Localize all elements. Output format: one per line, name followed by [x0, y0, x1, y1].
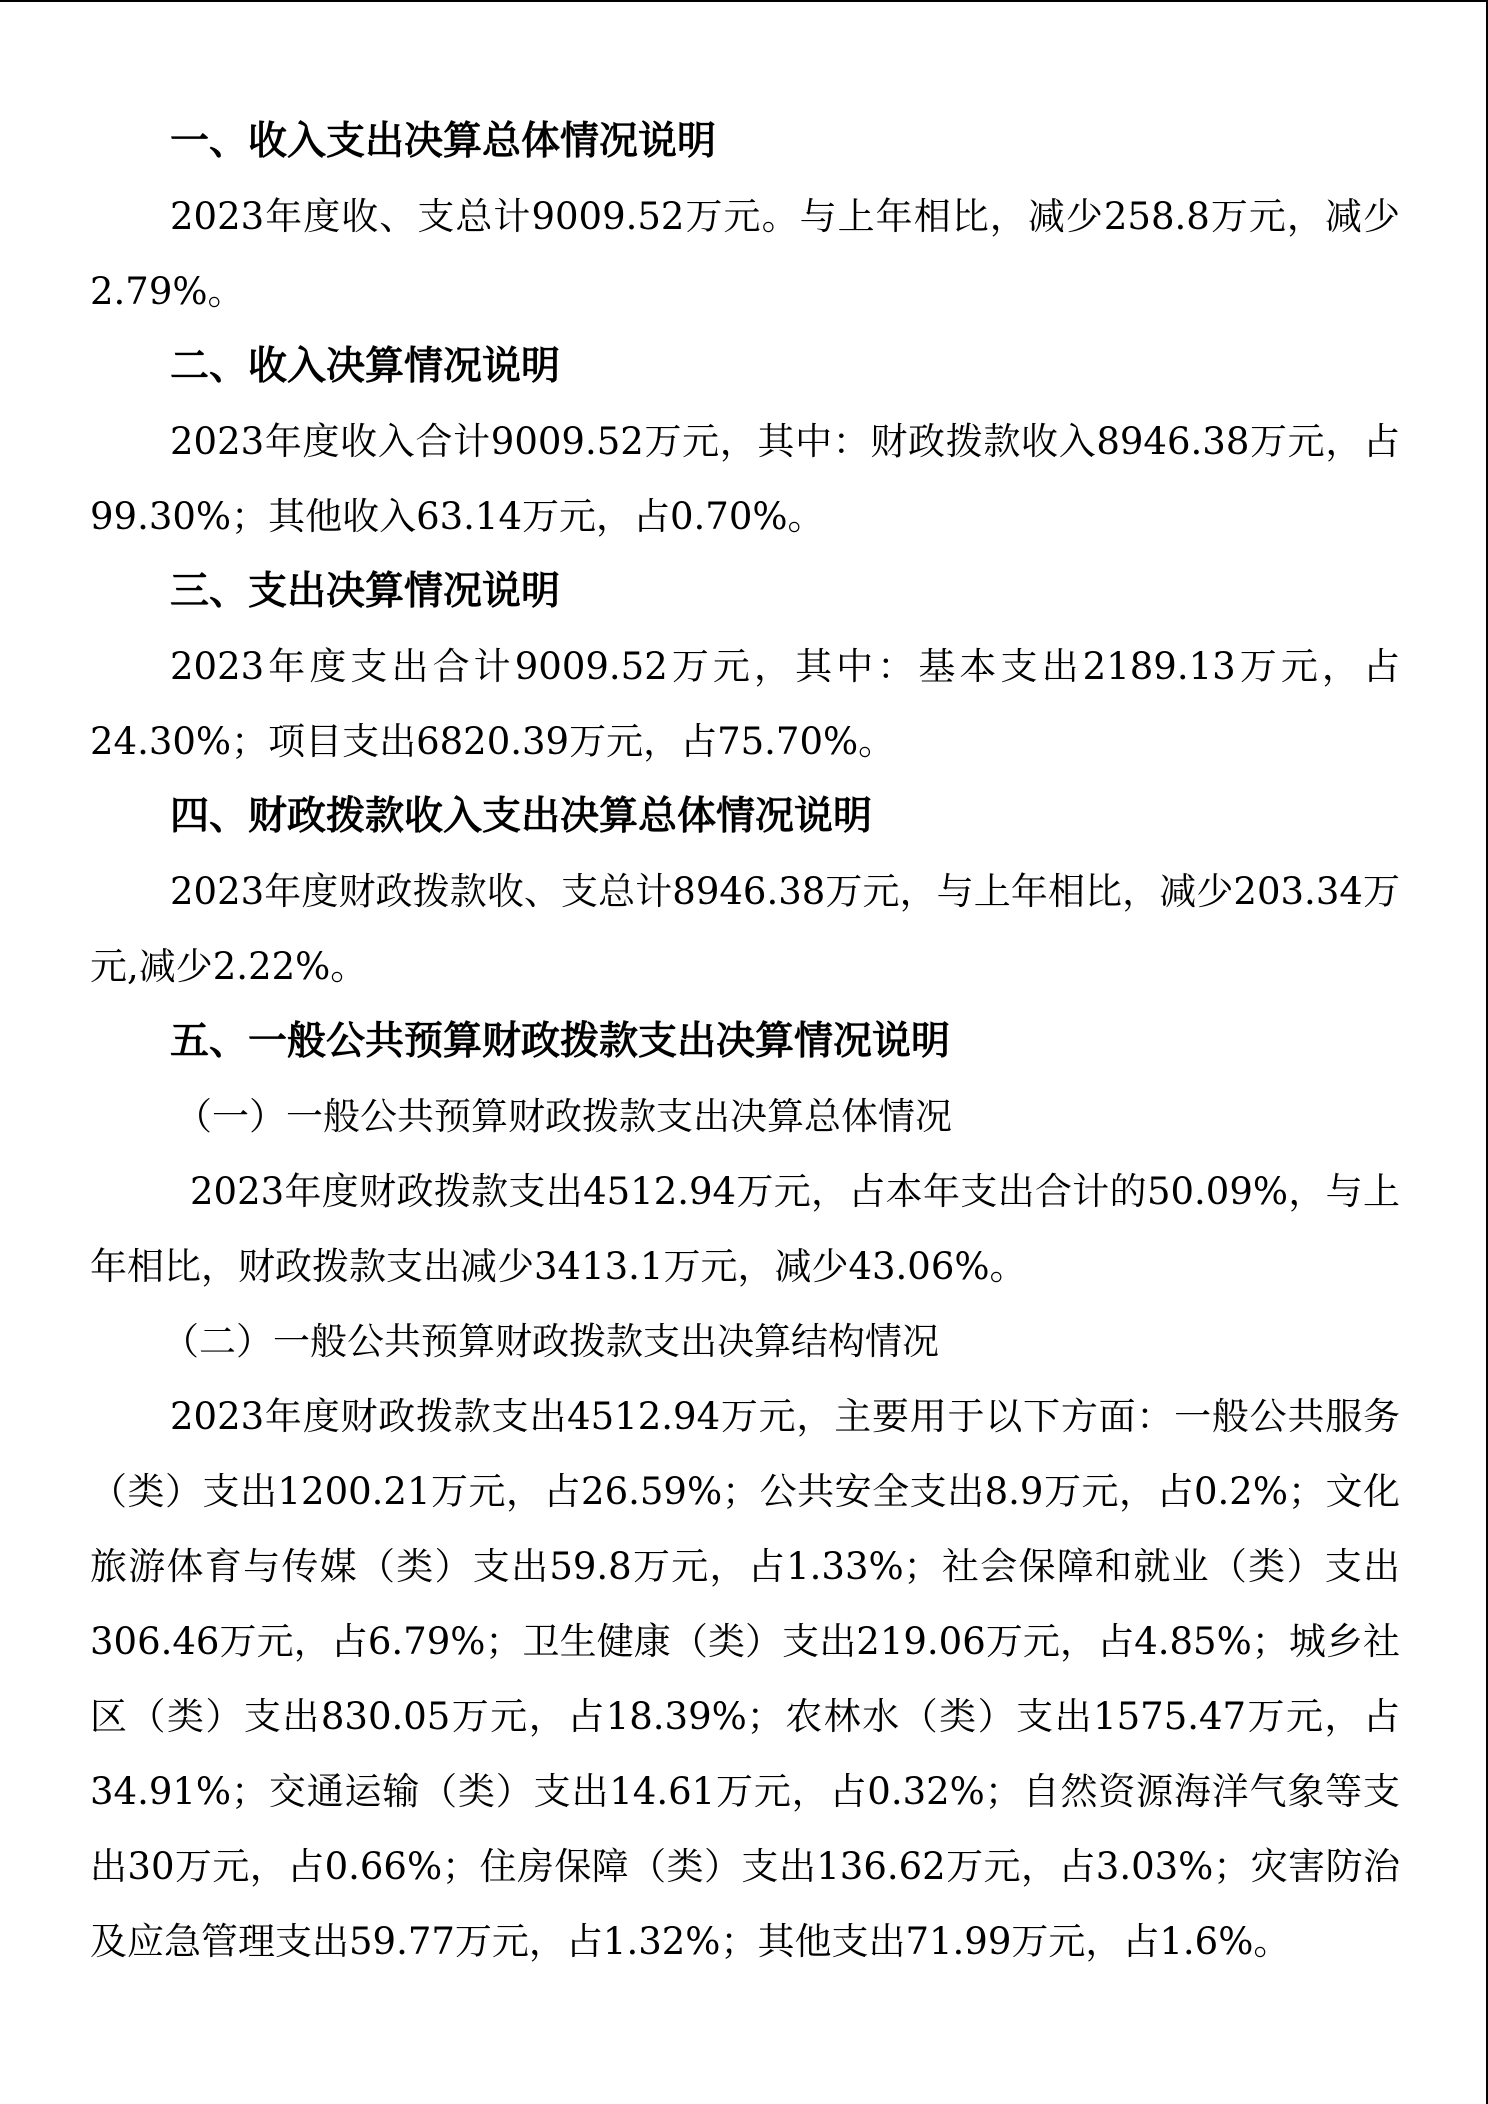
section-4-paragraph: 2023年度财政拨款收、支总计8946.38万元，与上年相比，减少203.34万元,减少2.22%。	[90, 870, 1400, 988]
subsection-2-paragraph: 2023年度财政拨款支出4512.94万元，主要用于以下方面：一般公共服务（类）支出1200.21万元，占26.59%；公共安全支出8.9万元，占0.2%；文化旅游体育与传媒（类）支出59.8万元，占1.33%；社会保障和就业（类）支出306.46万元，占6.79%；卫生健康（类）支出219.06万元，占4.85%；城乡社区（类）支出830.05万元，占18.39%；农林水（类）支出1575.47万元，占34.91%；交通运输（类）支出14.61万元，占0.32%；自然资源海洋气象等支出30万元，占0.66%；住房保障（类）支出136.62万元，占3.03%；灾害防治及应急管理支出59.77万元，占1.32%；其他支出71.99万元，占1.6%。	[90, 1395, 1400, 1963]
section-3-paragraph: 2023年度支出合计9009.52万元，其中：基本支出2189.13万元，占24.30%；项目支出6820.39万元，占75.70%。	[90, 645, 1400, 763]
section-2-heading: 二、收入决算情况说明	[170, 344, 561, 389]
subsection-1-heading: （一）一般公共预算财政拨款支出决算总体情况	[175, 1095, 952, 1138]
subsection-1-paragraph: 2023年度财政拨款支出4512.94万元，占本年支出合计的50.09%，与上年相比，财政拨款支出减少3413.1万元，减少43.06%。	[90, 1170, 1400, 1288]
section-3-heading: 三、支出决算情况说明	[170, 569, 561, 614]
section-1-heading: 一、收入支出决算总体情况说明	[170, 119, 717, 164]
section-4-heading: 四、财政拨款收入支出决算总体情况说明	[170, 794, 873, 839]
section-5-heading: 五、一般公共预算财政拨款支出决算情况说明	[170, 1019, 951, 1064]
subsection-2-heading: （二）一般公共预算财政拨款支出决算结构情况	[162, 1320, 939, 1363]
section-2-paragraph: 2023年度收入合计9009.52万元，其中：财政拨款收入8946.38万元，占99.30%；其他收入63.14万元，占0.70%。	[90, 420, 1400, 538]
section-1-paragraph: 2023年度收、支总计9009.52万元。与上年相比，减少258.8万元，减少2.79%。	[90, 195, 1400, 313]
document-body	[90, 104, 1400, 1979]
